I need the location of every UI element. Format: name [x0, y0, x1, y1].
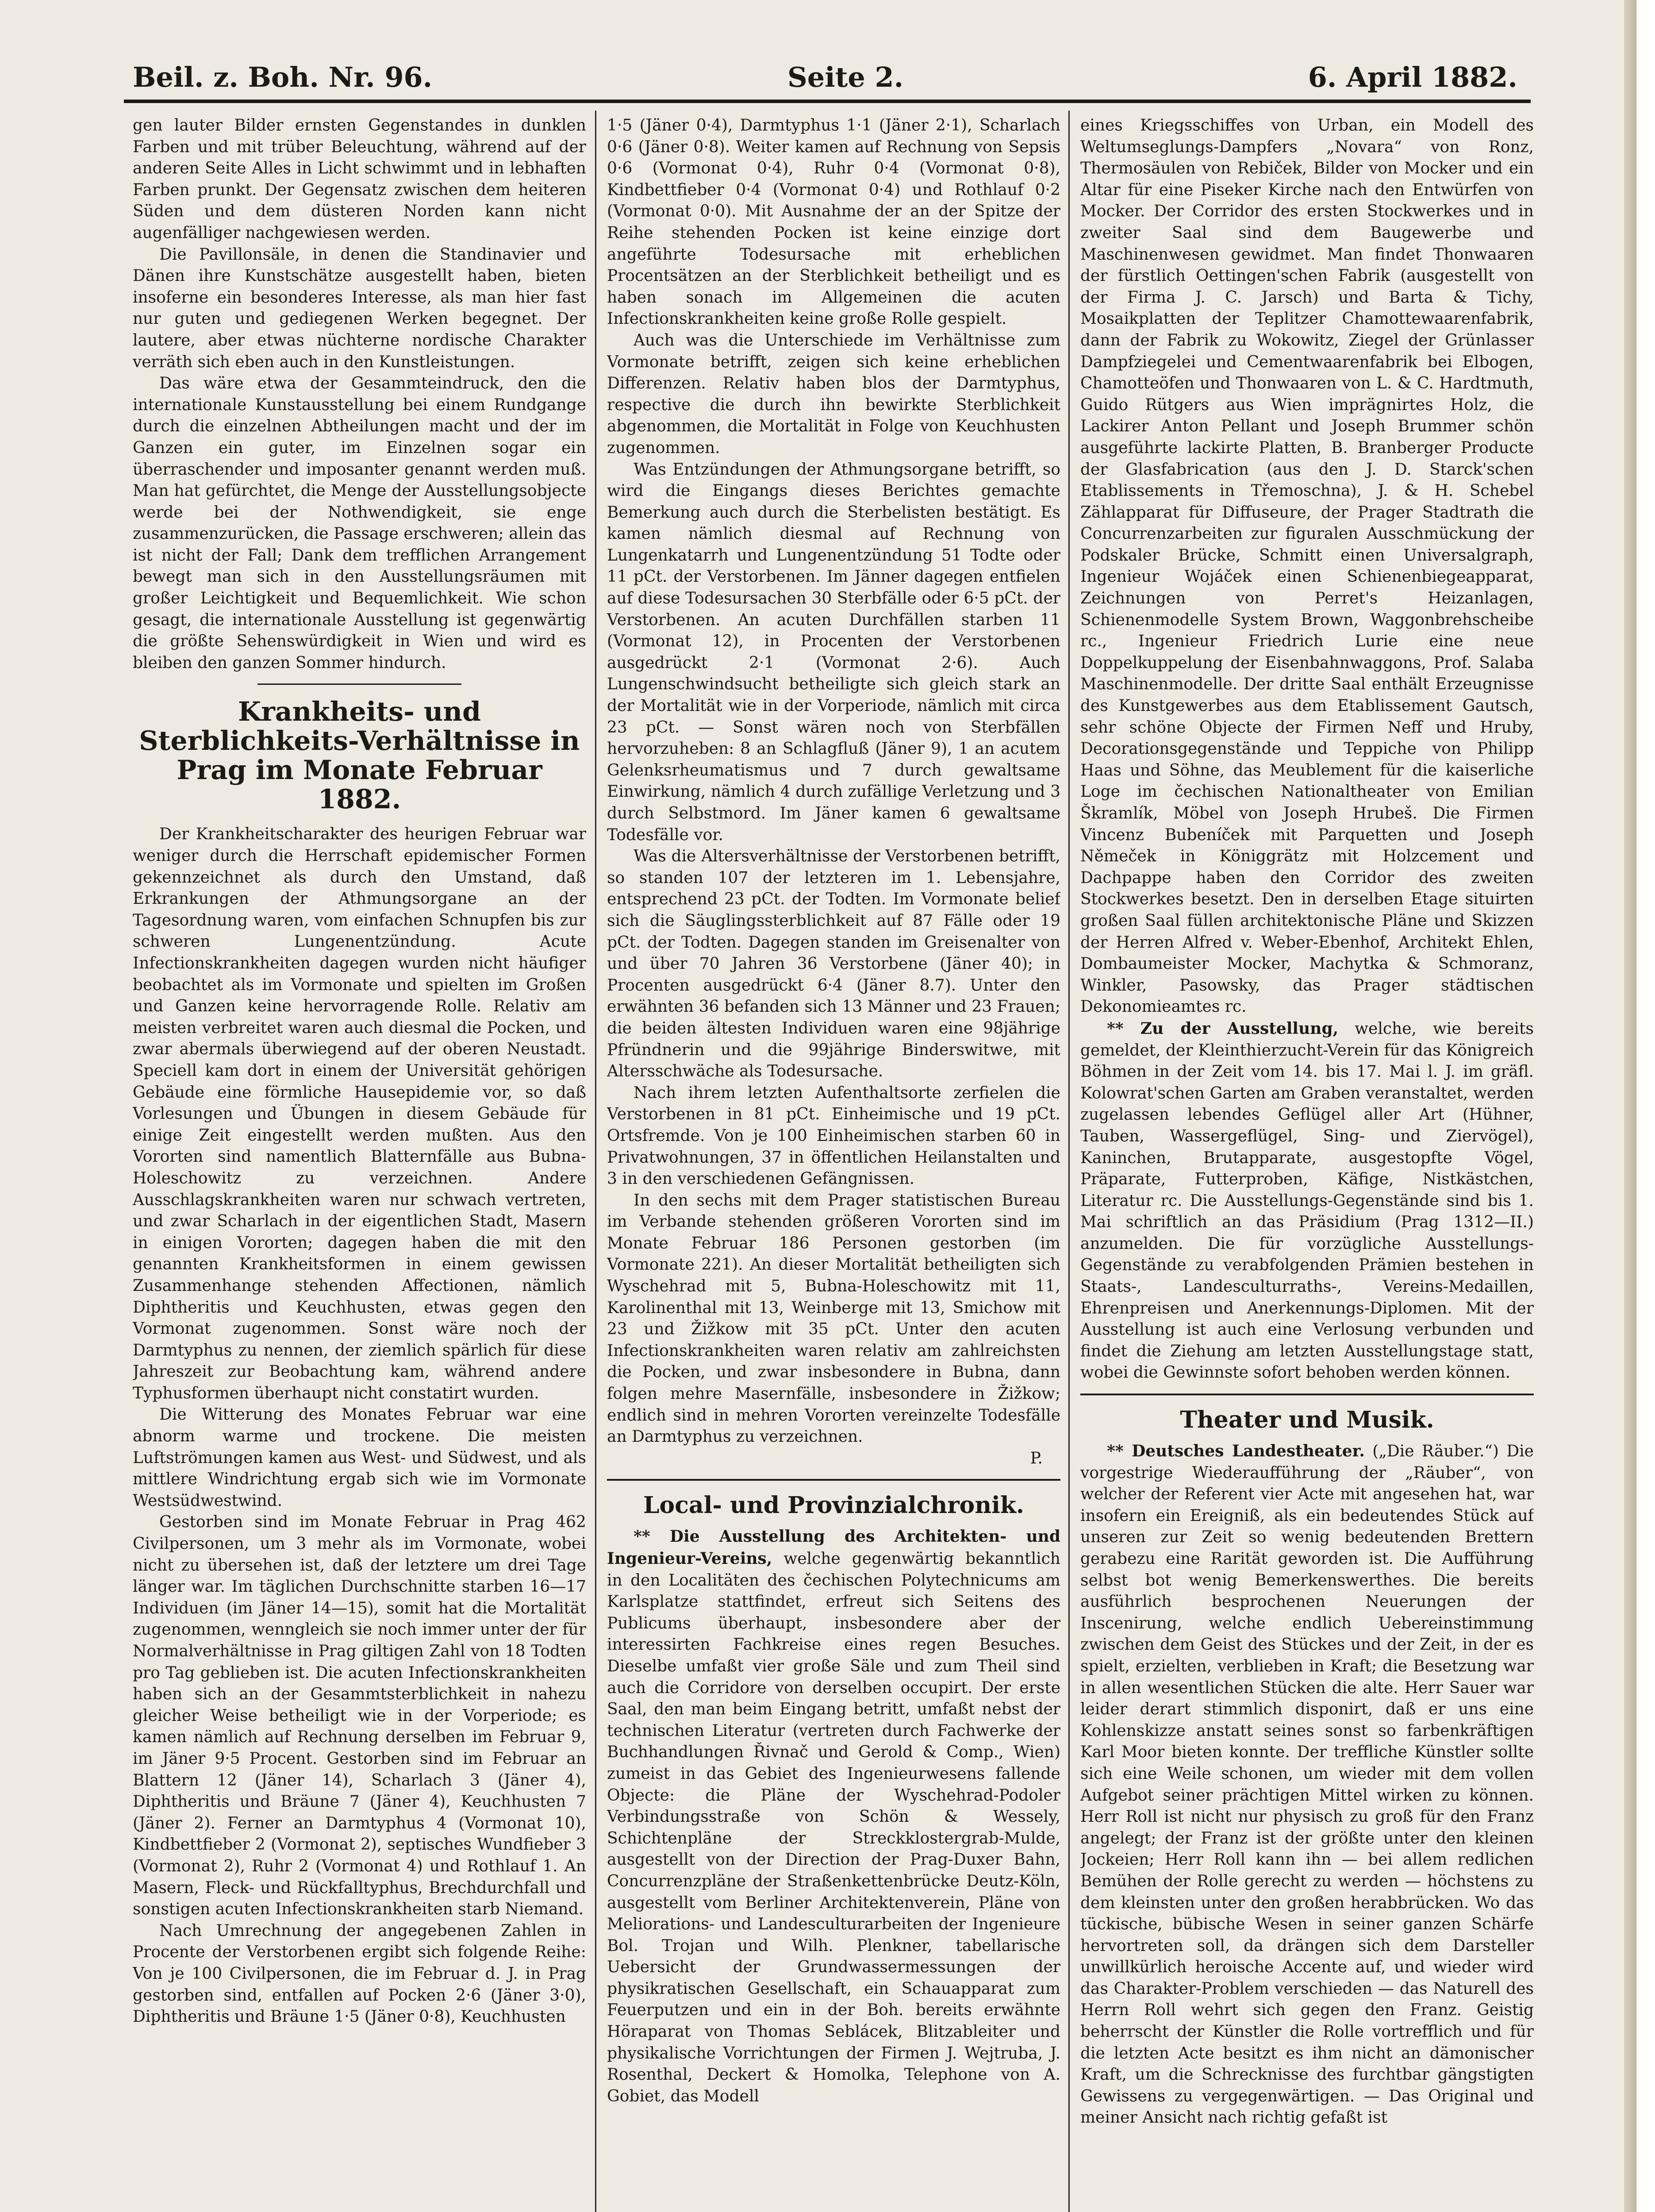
- author-signature: P.: [1030, 1449, 1043, 1467]
- health-report-heading: Krankheits- und Sterblichkeits-Verhältnisse in Prag im Monate Februar 1882.: [139, 696, 580, 815]
- poultry-lead: ** Zu der Ausstellung,: [1107, 1019, 1339, 1038]
- header-issue: Beil. z. Boh. Nr. 96.: [133, 61, 433, 93]
- health-para-9: Nach ihrem letzten Aufenthaltsorte zerfielen die Verstorbenen in 81 pCt. Einheimische und 19 pCt. Ortsfremde. Von je 100 Einheimischen starben 60 in Privatwohnungen, 37 in öffentlichen Heilanstalten und 3 in den verschiedenen Gefängnissen.: [607, 1083, 1060, 1188]
- section-separator: [607, 1479, 1060, 1481]
- health-para-7: Was Entzündungen der Athmungsorgane betrifft, so wird die Eingangs dieses Berichtes gemachte Bemerkung auch durch die Sterbelisten bestätigt. Es kamen nämlich diesmal auf Rechnung von Lungenkatarrh und Lungenentzündung 51 Todte oder 11 pCt. der Verstorbenen. Im Jänner dagegen entfielen auf diese Todesursachen 30 Sterbfälle oder 6·5 pCt. der Verstorbenen. An acuten Durchfällen starben 11 (Vormonat 12), in Procenten der Verstorbenen ausgedrückt 2·1 (Vormonat 2·6). Auch Lungenschwindsucht betheiligte sich gleich stark an der Mortalität wie in der Vorperiode, nämlich mit circa 23 pCt. — Sonst wären noch von Sterbfällen hervorzuheben: 8 an Schlagfluß (Jäner 9), 1 an acutem Gelenksrheumatismus und 7 durch gewaltsame Einwirkung, nämlich 4 durch zufällige Verletzung und 3 durch Selbstmord. Im Jäner kamen 6 gewaltsame Todesfälle vor.: [607, 460, 1060, 844]
- health-para-6: Auch was die Unterschiede im Verhältnisse zum Vormonate betrifft, zeigen sich keine erheblichen Differenzen. Relativ haben blos der Darmtyphus, respective die durch ihn bewirkte Sterblichkeit abgenommen, die Mortalität in Folge von Keuchhusten zugenommen.: [607, 331, 1060, 457]
- page-header: [133, 61, 1517, 105]
- theater-article: [1080, 1440, 1534, 2129]
- health-para-2: Die Witterung des Monates Februar war eine abnorm warme und trockene. Die meisten Luftströmungen kamen aus West- und Südwest, und als mittlere Windrichtung ergab sich wie im Vormonate Westsüdwestwind.: [133, 1406, 586, 1510]
- theater-text: Die vorgestrige Wiederaufführung der „Räuber“, von welcher der Referent vier Acte mit angesehen hat, war insofern ein Ereigniß, als ein bedeutendes Stück auf unseren zur Zeit so wenig bedeutenden Brettern gerabezu eine Rarität geworden ist. Die Aufführung selbst bot wenig Bemerkenswerthes. Die bereits ausführlich besprochenen Neuerungen der Inscenirung, welche endlich Uebereinstimmung zwischen dem Geist des Stückes und der Zeit, in der es spielt, erzielten, verblieben in Kraft; die Besetzung war in allen wesentlichen Stücken die alte. Herr Sauer war leider derart stimmlich disponirt, daß er uns eine Kohlenskizze anstatt seines sonst so farbenkräftigen Karl Moor bieten konnte. Der treffliche Künstler sollte sich eine Weile schonen, um wieder mit dem vollen Aufgebot seiner prächtigen Mittel wirken zu können. Herr Roll ist nicht nur physisch zu groß für den Franz angelegt; der Franz ist der größte unter den kleinen Jockeien; Herr Roll kann ihn — bei allem redlichen Bemühen der Rolle gerecht zu werden — höchstens zu dem kleinsten unter den großen herabbrücken. Wo das tückische, bübische Wesen in seiner ganzen Schärfe hervortreten soll, da drängen sich dem Darsteller unwillkürlich heroische Accente auf, und wieder wird das Charakter-Problem verschieden — das Naturell des Herrn Roll wehrt sich gegen den Franz. Geistig beherrscht der Künstler die Rolle vortrefflich und für die letzten Acte besitzt es ihm nicht an dämonischer Kraft, um die Schrecknisse des furchtbar gängstigten Gewissens zu vergegenwärtigen. — Das Original und meiner Ansicht nach richtig gefaßt ist: [1080, 1442, 1534, 2127]
- section-separator-2: [1080, 1394, 1534, 1395]
- column-3: [1080, 115, 1534, 2212]
- exhibition-text: welche gegenwärtig bekanntlich in den Localitäten des čechischen Polytechnicums am Karlsplatze stattfindet, erfreut sich Seitens des Publicums überhaupt, insbesondere aber der interessirten Fachkreise eines regen Besuches. Dieselbe umfaßt vier große Säle und zum Theil sind auch die Corridore von derselben occupirt. Der erste Saal, den man beim Eingang betritt, umfaßt nebst der technischen Literatur (vertreten durch Fachwerke der Buchhandlungen Řivnač und Gerold & Comp., Wien) zumeist in das Gebiet des Ingenieurwesens fallende Objecte: die Pläne der Wyschehrad-Podoler Verbindungsstraße von Schön & Wessely, Schichtenpläne der Streckklostergrab-Mulde, ausgestellt von der Direction der Prag-Duxer Bahn, Concurrenzpläne der Straßenkettenbrücke Deutz-Köln, ausgestellt vom Berliner Architektenverein, Pläne von Meliorations- und Landesculturarbeiten der Ingenieure Bol. Trojan und Wilh. Plenkner, tabellarische Uebersicht der Grundwassermessungen der physikratischen Gesellschaft, ein Schauapparat zum Feuerputzen und ein in der Boh. bereits erwähnte Höraparat von Thomas Seblácek, Blitzableiter und physikalische Vorrichtungen der Firmen J. Wejtruba, J. Rosenthal, Deckert & Homolka, Telephone von A. Gobiet, das Modell: [607, 1550, 1060, 2105]
- health-para-4: Nach Umrechnung der angegebenen Zahlen in Procente der Verstorbenen ergibt sich folgende Reihe: Von je 100 Civilpersonen, die im Februar d. J. in Prag gestorben sind, entfallen auf Pocken 2·6 (Jäner 3·0), Diphtheritis und Bräune 1·5 (Jäner 0·8), Keuchhusten: [133, 1921, 586, 2026]
- theater-tag: („Die Räuber.“): [1372, 1442, 1499, 1461]
- column-1: [133, 115, 586, 2212]
- local-chronicle-heading: Local- und Provinzialchronik.: [643, 1492, 1025, 1519]
- article-separator: [257, 684, 461, 685]
- column-rule-2: [1068, 111, 1070, 2212]
- art-continuation-intro: gen lauter Bilder ernsten Gegenstandes in dunklen Farben und mit trüber Beleuchtung, während auf der anderen Seite Alles in Licht schwimmt und in lebhaften Farben prunkt. Der Gegensatz zwischen dem heiteren Süden und dem düsteren Norden kann nicht augenfälliger nachgewiesen werden.: [133, 116, 586, 242]
- header-date: 6. April 1882.: [1308, 61, 1517, 93]
- health-para-8: Was die Altersverhältnisse der Verstorbenen betrifft, so standen 107 der letzteren im 1. Lebensjahre, entsprechend 23 pCt. der Todten. Im Vormonate belief sich die Säuglingssterblichkeit auf 87 Fälle oder 19 pCt. der Todten. Dagegen standen im Greisenalter von und über 70 Jahren 36 Verstorbene (Jäner 40); in Procenten ausgedrückt 6·4 (Jäner 8.7). Unter den erwähnten 36 befanden sich 13 Männer und 23 Frauen; die beiden ältesten Individuen waren eine 98jährige Pfründnerin und die 99jährige Binderswitwe, mit Altersschwäche als Todesursache.: [607, 847, 1060, 1081]
- art-pavillons: Die Pavillonsäle, in denen die Standinavier und Dänen ihre Kunstschätze ausgestellt haben, bieten insoferne ein besonderes Interesse, als man hier fast nur guten und gediegenen Werken begegnet. Der lautere, aber etwas nüchterne nordische Charakter verräth sich eben auch in den Kunstleistungen.: [133, 245, 586, 371]
- poultry-text: welche, wie bereits gemeldet, der Kleinthierzucht-Verein für das Königreich Böhmen in der Zeit vom 14. bis 17. Mai l. J. im gräfl. Kolowrat'schen Garten am Graben veranstaltet, werden zugelassen lebendes Geflügel aller Art (Hühner, Tauben, Wassergeflügel, Sing- und Ziervögel), Kaninchen, Brutapparate, ausgestopfte Vögel, Präparate, Futterproben, Käfige, Nistkästchen, Literatur rc. Die Ausstellungs-Gegenstände sind bis 1. Mai schriftlich an das Präsidium (Prag 1312—II.) anzumelden. Die für vorzügliche Ausstellungs-Gegenstände zu verabfolgenden Prämien bestehen in Staats-, Landesculturraths-, Vereins-Medaillen, Ehrenpreisen und Anerkennungs-Diplomen. Mit der Ausstellung ist auch eine Verlosung verbunden und findet die Ziehung am letzten Ausstellungstage statt, wobei die Gewinnste sofort behoben werden können.: [1080, 1019, 1534, 1382]
- exhibition-continuation: eines Kriegsschiffes von Urban, ein Modell des Weltumseglungs-Dampfers „Novara“ von Ronz, Thermosäulen von Rebiček, Bilder von Mocker und ein Altar für eine Piseker Kirche nach den Entwürfen von Mocker. Der Corridor des ersten Stockwerkes und in zweiter Saal sind dem Baugewerbe und Maschinenwesen gewidmet. Man findet Thonwaaren der fürstlich Oettingen'schen Fabrik (ausgestellt von der Firma J. C. Jarsch) und Barta & Tichy, Mosaikplatten der Teplitzer Chamottewaarenfabrik, dann der Fabrik zu Wokowitz, Ziegel der Grünlasser Dampfziegelei und Cementwaarenfabrik bei Elbogen, Chamotteöfen und Thonwaaren von L. & C. Hardtmuth, Guido Rütgers aus Wien imprägnirtes Holz, die Lackirer Anton Pellant und Joseph Brummer schön ausgeführte lackirte Platten, B. Branberger Producte der Glasfabrication (aus den J. D. Starck'schen Etablissements in Třemoschna), J. & H. Schebel Zählapparat für Diffuseure, der Prager Stadtrath die Concurrenzarbeiten zur figuralen Ausschmückung der Podskaler Brücke, Schmitt einen Universalgraph, Ingenieur Wojáček einen Schienenbiegeapparat, Zeichnungen von Perret's Heizanlagen, Schienenmodelle System Brown, Waggonbrehscheibe rc., Ingenieur Friedrich Lurie eine neue Doppelkuppelung der Eisenbahnwaggons, Prof. Salaba Maschinenmodelle. Der dritte Saal enthält Erzeugnisse des Kunstgewerbes aus dem Etablissement Gautsch, sehr schöne Objecte der Firmen Neff und Hruby, Decorationsgegenstände und Teppiche von Philipp Haas und Söhne, das Meublement für die kaiserliche Loge im čechischen Nationaltheater von Emilian Škramlík, Möbel von Joseph Hrubeš. Die Firmen Vincenz Bubeníček mit Parquetten und Joseph Němeček in Königgrätz mit Holzcement und Dachpappe haben den Corridor des zweiten Stockwerkes besetzt. Den in derselben Etage situirten großen Saal füllen architektonische Pläne und Skizzen der Herren Alfred v. Weber-Ebenhof, Architekt Ehlen, Dombaumeister Mocker, Machytka & Schmoranz, Winkler, Pasowsky, das Prager städtischen Dekonomieamtes rc.: [1080, 116, 1534, 1016]
- health-para-10: In den sechs mit dem Prager statistischen Bureau im Verbande stehenden größeren Vororten sind im Monate Februar 186 Personen gestorben (im Vormonate 221). An dieser Mortalität betheiligten sich Wyschehrad mit 5, Bubna-Holeschowitz mit 11, Karolinenthal mit 13, Weinberge mit 13, Smichow mit 23 und Žižkow mit 35 pCt. Unter den acuten Infectionskrankheiten waren relativ am zahlreichsten die Pocken, und zwar insbesondere in Bubna, dann folgen mehre Masernfälle, insbesondere in Žižkow; endlich sind in mehren Vororten vereinzelte Todesfälle an Darmtyphus zu verzeichnen.: [607, 1191, 1060, 1446]
- theater-lead: ** Deutsches Landestheater.: [1107, 1442, 1365, 1461]
- page-edge: [1624, 0, 1655, 2212]
- header-page-number: Seite 2.: [787, 61, 904, 93]
- column-rule-1: [595, 111, 596, 2212]
- exhibition-article: [607, 1526, 1060, 2107]
- column-2: [607, 115, 1060, 2212]
- theater-heading: Theater und Musik.: [1180, 1406, 1434, 1434]
- health-para-3: Gestorben sind im Monate Februar in Prag 462 Civilpersonen, um 3 mehr als im Vormonate, wobei nicht zu übersehen ist, daß der letztere um drei Tage länger war. Im täglichen Durchschnitte starben 16—17 Individuen (im Jäner 14—15), somit hat die Mortalität zugenommen, wenngleich sie noch immer unter der für Normalverhältnisse in Prag giltigen Zahl von 18 Todten pro Tag geblieben ist. Die acuten Infectionskrankheiten haben sich an der Gesammtsterblichkeit in nahezu gleicher Weise betheiligt wie in der Vorperiode; es kamen nämlich auf Rechnung derselben im Februar 9, im Jäner 9·5 Procent. Gestorben sind im Februar an Blattern 12 (Jäner 14), Scharlach 3 (Jäner 4), Diphtheritis und Bräune 7 (Jäner 4), Keuchhusten 7 (Jäner 2). Ferner an Darmtyphus 4 (Vormonat 10), Kindbettfieber 2 (Vormonat 2), septisches Wundfieber 3 (Vormonat 2), Ruhr 2 (Vormonat 4) und Rothlauf 1. An Masern, Fleck- und Rückfalltyphus, Brechdurchfall und sonstigen acuten Infectionskrankheiten starb Niemand.: [133, 1513, 586, 1919]
- art-summary: Das wäre etwa der Gesammteindruck, den die internationale Kunstausstellung bei einem Rundgange durch die einzelnen Abtheilungen macht und der im Ganzen ein guter, im Einzelnen sogar ein überraschender und imposanter genannt werden muß. Man hat gefürchtet, die Menge der Ausstellungsobjecte werde bei der Nothwendigkeit, sie enge zusammenzurücken, die Passage erschweren; allein das ist nicht der Fall; Dank dem trefflichen Arrangement bewegt man sich in den Ausstellungsräumen mit großer Leichtigkeit und Bequemlichkeit. Wie schon gesagt, die internationale Ausstellung ist gegenwärtig die größte Sehenswürdigkeit in Wien und wird es bleiben den ganzen Sommer hindurch.: [133, 374, 586, 672]
- poultry-article: [1080, 1018, 1534, 1384]
- header-rule: [124, 100, 1531, 103]
- health-para-1: Der Krankheitscharakter des heurigen Februar war weniger durch die Herrschaft epidemischer Formen gekennzeichnet als durch den Umstand, daß Erkrankungen der Athmungsorgane an der Tagesordnung waren, vom einfachen Schnupfen bis zur schweren Lungenentzündung. Acute Infectionskrankheiten dagegen wurden nicht häufiger beobachtet als im Vormonate und spielten im Großen und Ganzen keine hervorragende Rolle. Relativ am meisten verbreitet waren auch diesmal die Pocken, und zwar abermals überwiegend auf der oberen Neustadt. Speciell kam dort in einem der Universität gehörigen Gebäude eine förmliche Hausepidemie vor, so daß Vorlesungen und Übungen in diesem Gebäude für einige Zeit eingestellt werden mußten. Aus den Vororten sind namentlich Blatternfälle aus Bubna-Holeschowitz zu verzeichnen. Andere Ausschlagskrankheiten waren nur schwach vertreten, und zwar Scharlach in der eigentlichen Stadt, Masern in einigen Vororten; dagegen haben die mit den genannten Krankheitsformen in einem gewissen Zusammenhange stehenden Affectionen, nämlich Diphtheritis und Keuchhusten, etwas gegen den Vormonat zugenommen. Sonst wäre noch der Darmtyphus zu nennen, der ziemlich spärlich für diese Jahreszeit zur Beobachtung kam, während andere Typhusformen überhaupt nicht constatirt wurden.: [133, 825, 586, 1402]
- health-para-5: 1·5 (Jäner 0·4), Darmtyphus 1·1 (Jäner 2·1), Scharlach 0·6 (Jäner 0·8). Weiter kamen auf Rechnung von Sepsis 0·6 (Vormonat 0·4), Ruhr 0·4 (Vormonat 0·8), Kindbettfieber 0·4 (Vormonat 0·4) und Rothlauf 0·2 (Vormonat 0·0). Mit Ausnahme der an der Spitze der Reihe stehenden Pocken ist keine einzige dort angeführte Todesursache mit erheblichen Procentsätzen an der Sterblichkeit betheiligt und es haben sonach im Allgemeinen die acuten Infectionskrankheiten keine große Rolle gespielt.: [607, 116, 1060, 328]
- exhibition-lead: ** Die Ausstellung des Architekten- und Ingenieur-Vereins,: [607, 1527, 1060, 1568]
